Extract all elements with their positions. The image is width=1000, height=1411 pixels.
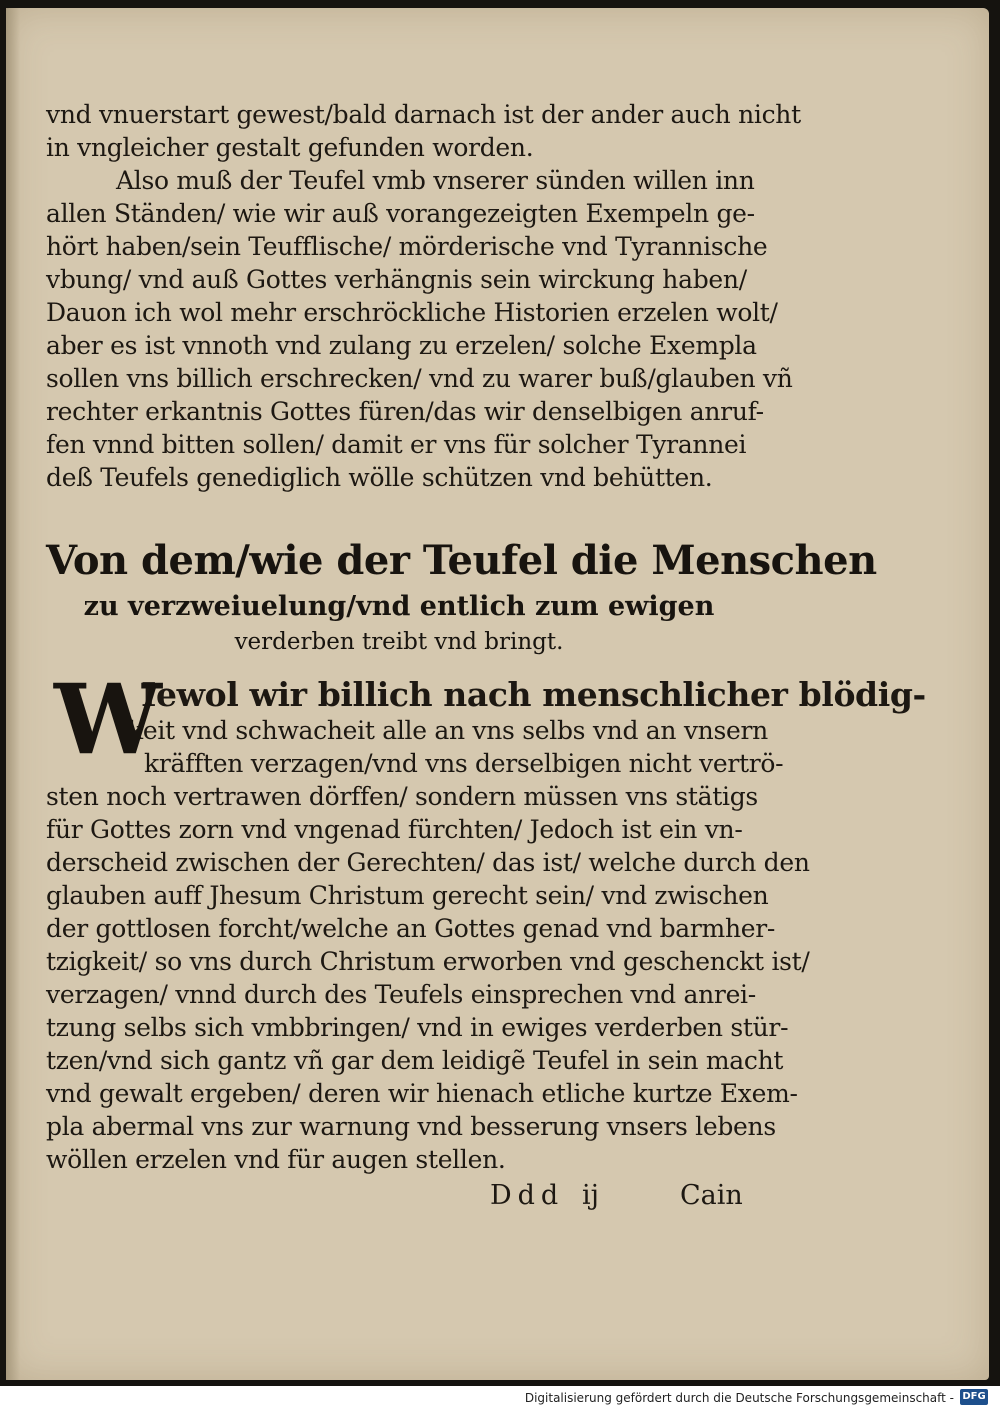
text-line: tzung selbs sich vmbbringen/ vnd in ewiges verderben stür-	[46, 1013, 789, 1042]
text-line: tzen/vnd sich gantz vñ gar dem leidigẽ Teufel in sein macht	[46, 1046, 784, 1075]
text-line: der gottlosen forcht/welche an Gottes genad vnd barmher-	[46, 914, 776, 943]
page-edge-shadow	[6, 8, 20, 1380]
text-line: Dauon ich wol mehr erschröckliche Historien erzelen wolt/	[46, 298, 778, 327]
text-line: deß Teufels genediglich wölle schützen vnd behütten.	[46, 463, 713, 492]
page-number: ij	[582, 1180, 600, 1211]
text-line: keit vnd schwacheit alle an vns selbs vnd an vnsern	[128, 716, 768, 745]
paragraph-2	[46, 663, 926, 1176]
viewer-footer-bar	[0, 1386, 1000, 1411]
text-line: vbung/ vnd auß Gottes verhängnis sein wirckung haben/	[46, 265, 747, 294]
text-line: pla abermal vns zur warnung vnd besserung vnsers lebens	[46, 1112, 776, 1141]
text-line: sollen vns billich erschrecken/ vnd zu warer buß/glauben vñ	[46, 364, 793, 393]
text-line: aber es ist vnnoth vnd zulang zu erzelen/ solche Exempla	[46, 331, 757, 360]
text-line: tzigkeit/ so vns durch Christum erworben vnd geschenckt ist/	[46, 947, 810, 976]
heading-line-1: Von dem/wie der Teufel die Menschen	[46, 537, 877, 584]
text-line: vnd gewalt ergeben/ deren wir hienach etliche kurtze Exem-	[46, 1079, 798, 1108]
text-line: allen Ständen/ wie wir auß vorangezeigten Exempeln ge-	[46, 199, 755, 228]
text-line: für Gottes zorn vnd vngenad fürchten/ Jedoch ist ein vn-	[46, 815, 743, 844]
text-line: Iewol wir billich nach menschlicher blödig-	[141, 675, 926, 714]
drop-cap: W	[54, 663, 162, 776]
signature-mark: Ddd	[490, 1180, 565, 1211]
page-footer	[490, 1180, 750, 1216]
text-line: verzagen/ vnnd durch des Teufels einsprechen vnd anrei-	[46, 980, 756, 1009]
text-line: Also muß der Teufel vmb vnserer sünden willen inn	[116, 166, 755, 195]
text-line: derscheid zwischen der Gerechten/ das ist/ welche durch den	[46, 848, 810, 877]
text-line: glauben auff Jhesum Christum gerecht sein/ vnd zwischen	[46, 881, 769, 910]
funding-note: Digitalisierung gefördert durch die Deutsche Forschungsgemeinschaft -	[524, 1391, 954, 1405]
chapter-heading	[46, 534, 877, 658]
dfg-logo[interactable]: DFG	[960, 1389, 988, 1405]
heading-line-2: zu verzweiuelung/vnd entlich zum ewigen	[83, 591, 715, 622]
paragraph-1	[46, 98, 801, 494]
catchword: Cain	[680, 1180, 743, 1211]
text-line: vnd vnuerstart gewest/bald darnach ist der ander auch nicht	[46, 100, 801, 129]
text-line: kräfften verzagen/vnd vns derselbigen nicht vertrö-	[144, 749, 784, 778]
text-line: hört haben/sein Teufflische/ mörderische vnd Tyrannische	[46, 232, 768, 261]
heading-line-3: verderben treibt vnd bringt.	[234, 629, 564, 655]
text-line: fen vnnd bitten sollen/ damit er vns für solcher Tyrannei	[46, 430, 747, 459]
text-line: wöllen erzelen vnd für augen stellen.	[46, 1145, 506, 1174]
text-line: in vngleicher gestalt gefunden worden.	[46, 133, 534, 162]
text-line: sten noch vertrawen dörffen/ sondern müssen vns stätigs	[46, 782, 758, 811]
text-line: rechter erkantnis Gottes füren/das wir denselbigen anruf-	[46, 397, 764, 426]
